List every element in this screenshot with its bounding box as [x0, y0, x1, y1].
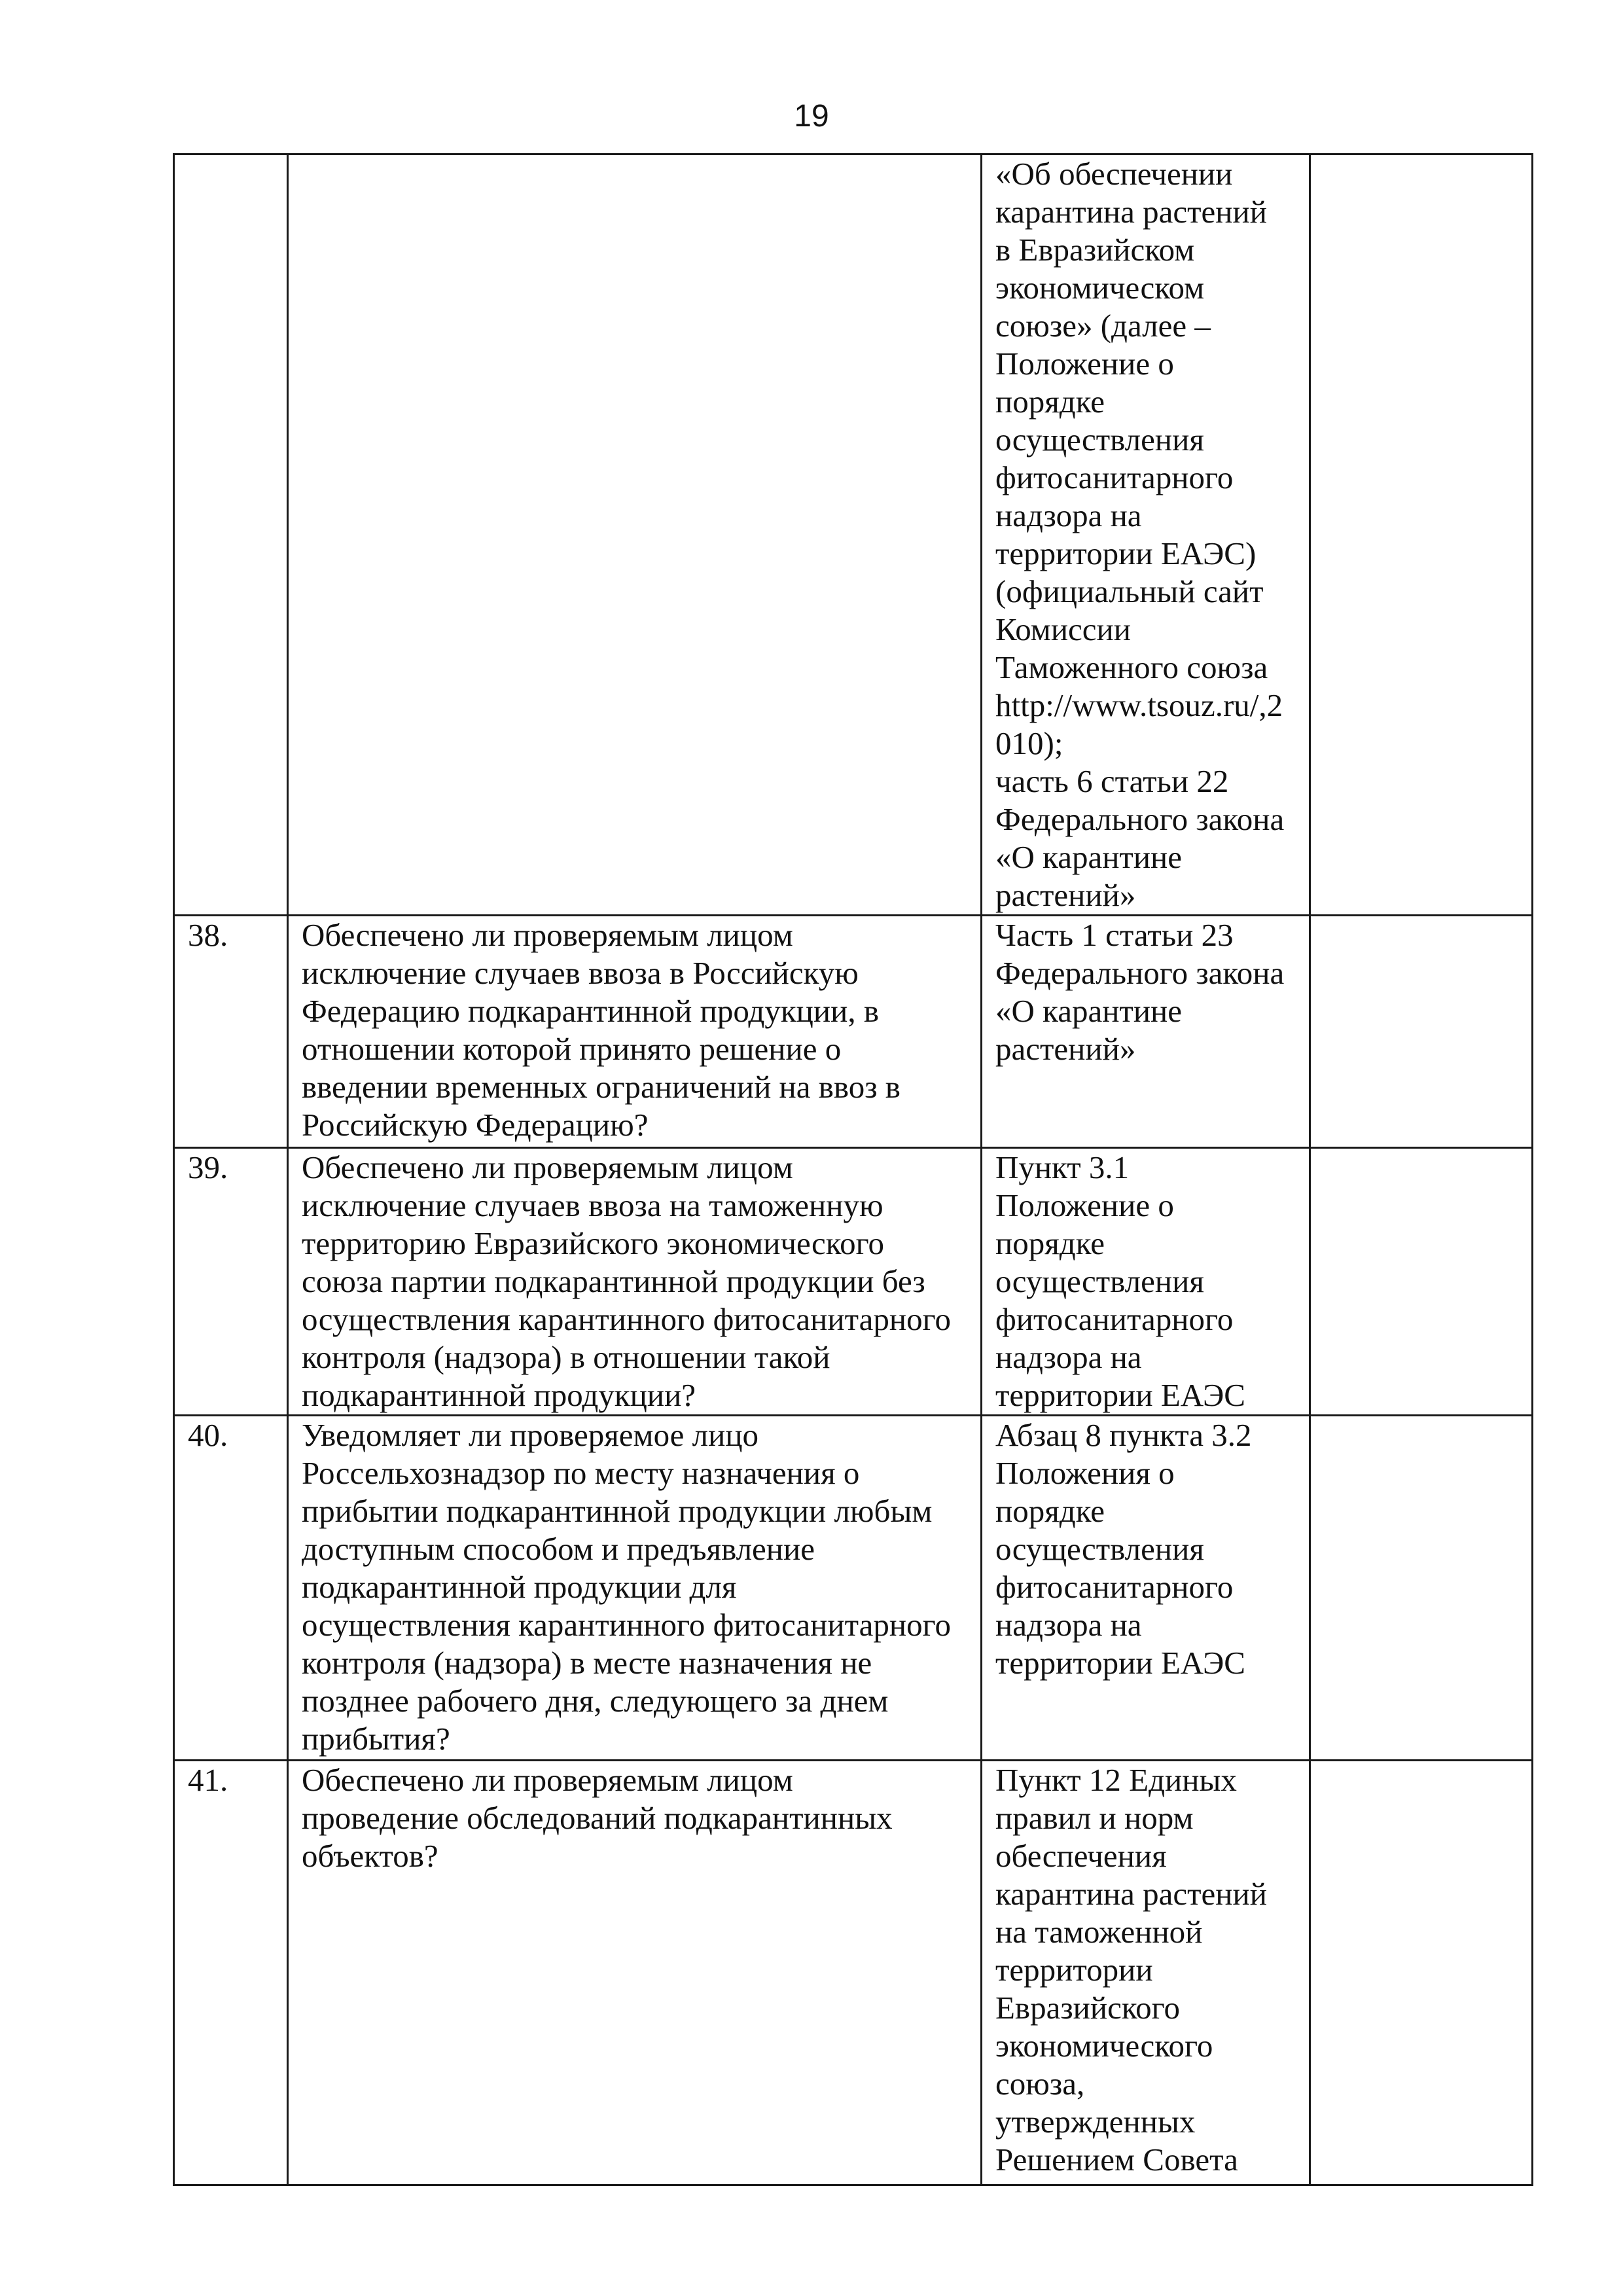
legal-reference: Часть 1 статьи 23 Федерального закона «О карантине растений»	[982, 916, 1310, 1148]
legal-reference: Пункт 12 Единых правил и норм обеспечения карантина растений на таможенной территории Евразийского экономического союза, утвержденных Решением Совета	[982, 1761, 1310, 2185]
note-cell	[1310, 1761, 1533, 2185]
row-number	[174, 154, 288, 916]
row-number: 41.	[174, 1761, 288, 2185]
note-cell	[1310, 154, 1533, 916]
table-row	[174, 154, 1533, 916]
question-text: Обеспечено ли проверяемым лицом исключение случаев ввоза в Российскую Федерацию подкарантинной продукции, в отношении которой принято решение о введении временных ограничений на ввоз в Российскую Федерацию?	[288, 916, 982, 1148]
row-number: 40.	[174, 1416, 288, 1761]
table-row	[174, 1148, 1533, 1416]
question-text: Уведомляет ли проверяемое лицо Россельхознадзор по месту назначения о прибытии подкарантинной продукции любым доступным способом и предъявление подкарантинной продукции для осуществления карантинного фитосанитарного контроля (надзора) в месте назначения не позднее рабочего дня, следующего за днем прибытия?	[288, 1416, 982, 1761]
table-row	[174, 1761, 1533, 2185]
table-row	[174, 1416, 1533, 1761]
note-cell	[1310, 1148, 1533, 1416]
table-row	[174, 916, 1533, 1148]
note-cell	[1310, 916, 1533, 1148]
legal-reference: Пункт 3.1 Положение о порядке осуществления фитосанитарного надзора на территории ЕАЭС	[982, 1148, 1310, 1416]
question-text: Обеспечено ли проверяемым лицом исключение случаев ввоза на таможенную территорию Евразийского экономического союза партии подкарантинной продукции без осуществления карантинного фитосанитарного контроля (надзора) в отношении такой подкарантинной продукции?	[288, 1148, 982, 1416]
question-text: Обеспечено ли проверяемым лицом проведение обследований подкарантинных объектов?	[288, 1761, 982, 2185]
legal-reference: Абзац 8 пункта 3.2 Положения о порядке осуществления фитосанитарного надзора на территории ЕАЭС	[982, 1416, 1310, 1761]
checklist-table	[173, 153, 1533, 2186]
page-number: 19	[794, 99, 829, 134]
note-cell	[1310, 1416, 1533, 1761]
row-number: 39.	[174, 1148, 288, 1416]
row-number: 38.	[174, 916, 288, 1148]
question-text	[288, 154, 982, 916]
legal-reference: «Об обеспечении карантина растений в Евразийском экономическом союзе» (далее – Положение о порядке осуществления фитосанитарного надзора на территории ЕАЭС) (официальный сайт Комиссии Таможенного союза http://www.tsouz.ru/,2 010); часть 6 статьи 22 Федерального закона «О карантине растений»	[982, 154, 1310, 916]
